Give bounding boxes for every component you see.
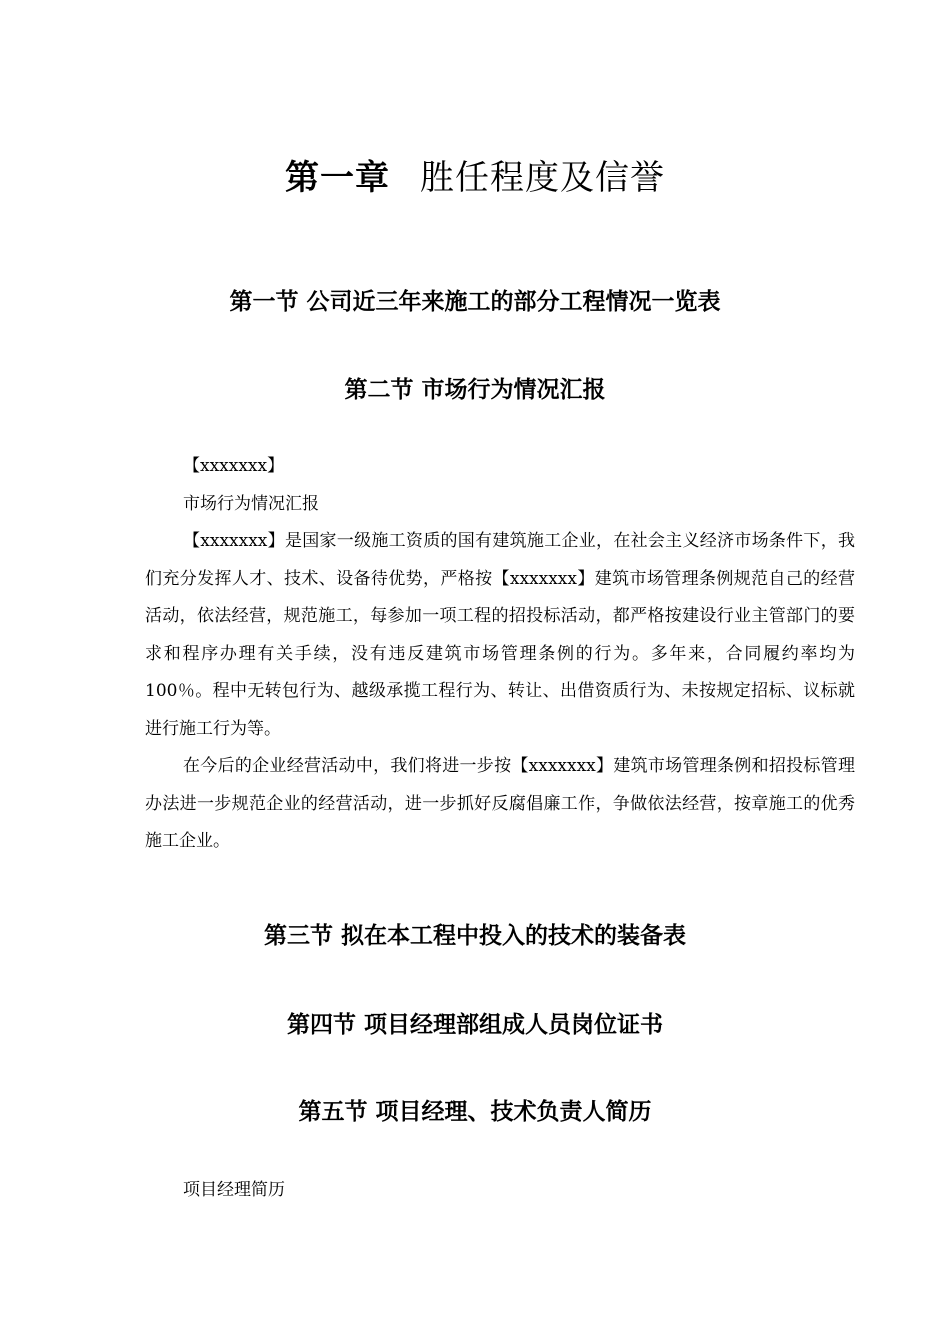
section-4-heading: 第四节 项目经理部组成人员岗位证书 (286, 1012, 663, 1038)
pm-resume-label: 项目经理简历 (183, 1180, 285, 1200)
section-2-heading: 第二节 市场行为情况汇报 (344, 377, 606, 403)
section-1-heading: 第一节 公司近三年来施工的部分工程情况一览表 (229, 289, 721, 315)
chapter-number: 第一章 (285, 158, 390, 198)
report-paragraph-2: 在今后的企业经营活动中，我们将进一步按【xxxxxxx】建筑市场管理条例和招投标管理办法进一步规范企业的经营活动，进一步抓好反腐倡廉工作，争做依法经营，按章施工的优秀施工企业。 (145, 756, 855, 851)
report-paragraph-1: 【xxxxxxx】是国家一级施工资质的国有建筑施工企业，在社会主义经济市场条件下，我们充分发挥人才、技术、设备待优势，严格按【xxxxxxx】建筑市场管理条例规范自己的经营活动，依法经营，规范施工，每参加一项工程的招投标活动，都严格按建设行业主管部门的要求和程序办理有关手续，没有违反建筑市场管理条例的行为。多年来，合同履约率均为100％。程中无转包行为、越级承揽工程行为、转让、出借资质行为、未按规定招标、议标就进行施工行为等。 (145, 531, 855, 739)
chapter-title: 胜任程度及信誉 (420, 158, 665, 198)
section-3-heading: 第三节 拟在本工程中投入的技术的装备表 (263, 923, 686, 949)
report-org: 【xxxxxxx】 (183, 456, 285, 476)
pm-resume-block (145, 1172, 855, 1210)
section-5-heading: 第五节 项目经理、技术负责人简历 (298, 1099, 652, 1125)
report-heading: 市场行为情况汇报 (183, 493, 319, 514)
report-body (145, 448, 855, 861)
chapter-heading (0, 150, 950, 206)
